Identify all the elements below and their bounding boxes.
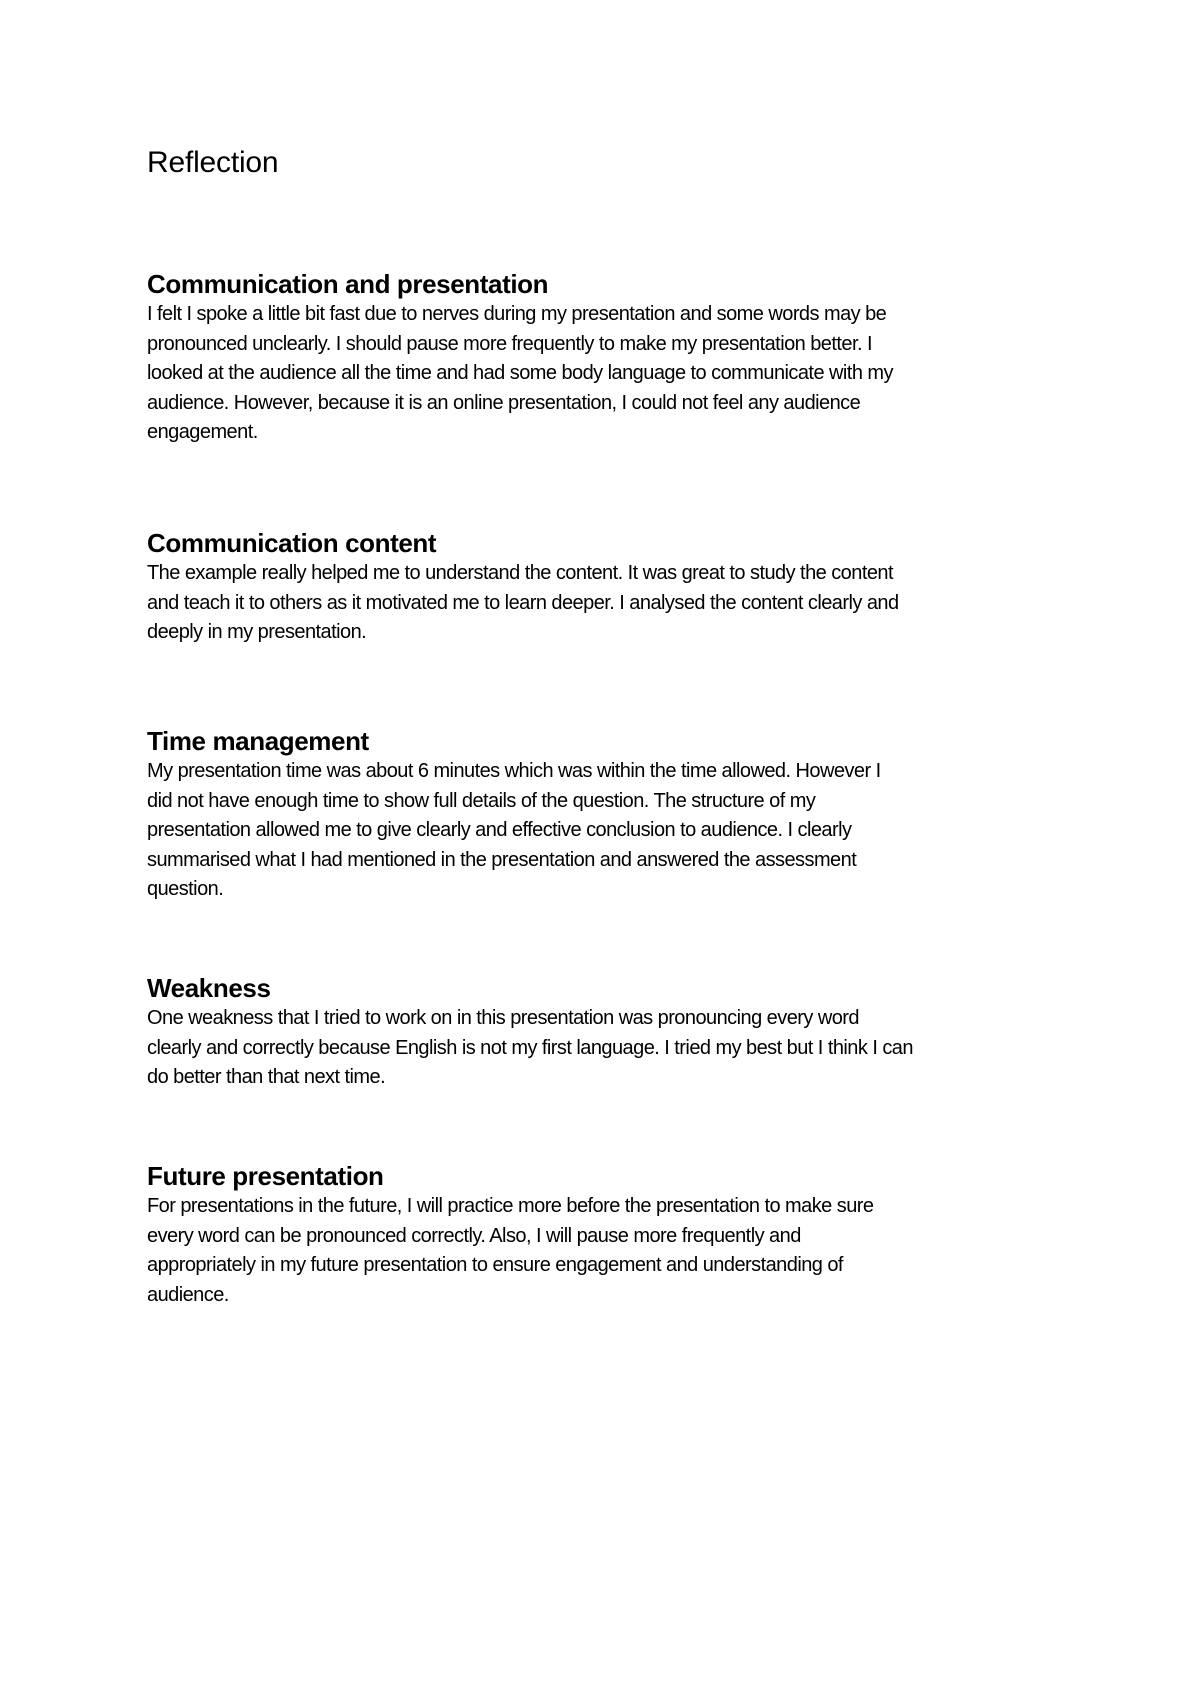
paragraph-line: appropriately in my future presentation to ensure engagement and understanding of	[147, 1254, 843, 1277]
section-heading: Weakness	[147, 973, 271, 1003]
paragraph-line: pronounced unclearly. I should pause more frequently to make my presentation better. I	[147, 332, 872, 355]
paragraph-line: audience. However, because it is an online presentation, I could not feel any audience	[147, 391, 861, 414]
section-future-presentation	[147, 1160, 1067, 1310]
section-communication-and-presentation	[147, 268, 1067, 448]
section-paragraph	[147, 1004, 1067, 1093]
paragraph-line: I felt I spoke a little bit fast due to nerves during my presentation and some words may be	[147, 303, 887, 325]
section-communication-content	[147, 527, 1067, 648]
section-heading: Time management	[147, 726, 369, 756]
section-heading: Communication content	[147, 528, 437, 558]
section-paragraph	[147, 1192, 1067, 1310]
paragraph-line: summarised what I had mentioned in the presentation and answered the assessment	[147, 848, 857, 871]
paragraph-line: audience.	[147, 1283, 229, 1306]
section-paragraph	[147, 757, 1067, 905]
paragraph-line: question.	[147, 878, 224, 901]
paragraph-line: clearly and correctly because English is not my first language. I tried my best but I think I can	[147, 1036, 913, 1059]
paragraph-line: did not have enough time to show full details of the question. The structure of my	[147, 789, 816, 812]
section-paragraph	[147, 559, 1067, 648]
paragraph-line: One weakness that I tried to work on in this presentation was pronouncing every word	[147, 1007, 859, 1029]
paragraph-line: The example really helped me to understand the content. It was great to study the content	[147, 562, 893, 584]
paragraph-line: looked at the audience all the time and had some body language to communicate with my	[147, 362, 893, 385]
paragraph-line: do better than that next time.	[147, 1066, 386, 1089]
paragraph-line: and teach it to others as it motivated me to learn deeper. I analysed the content clearly and	[147, 591, 899, 614]
paragraph-line: My presentation time was about 6 minutes which was within the time allowed. However I	[147, 760, 881, 782]
paragraph-line: For presentations in the future, I will practice more before the presentation to make sure	[147, 1195, 874, 1217]
paragraph-line: every word can be pronounced correctly. Also, I will pause more frequently and	[147, 1224, 801, 1247]
section-heading: Communication and presentation	[147, 269, 549, 299]
section-weakness	[147, 972, 1067, 1093]
paragraph-line: presentation allowed me to give clearly and effective conclusion to audience. I clearly	[147, 819, 852, 842]
paragraph-line: deeply in my presentation.	[147, 621, 367, 644]
section-heading: Future presentation	[147, 1161, 384, 1191]
section-time-management	[147, 725, 1067, 905]
section-paragraph	[147, 300, 1067, 448]
document-title: Reflection	[147, 146, 279, 179]
paragraph-line: engagement.	[147, 421, 258, 444]
